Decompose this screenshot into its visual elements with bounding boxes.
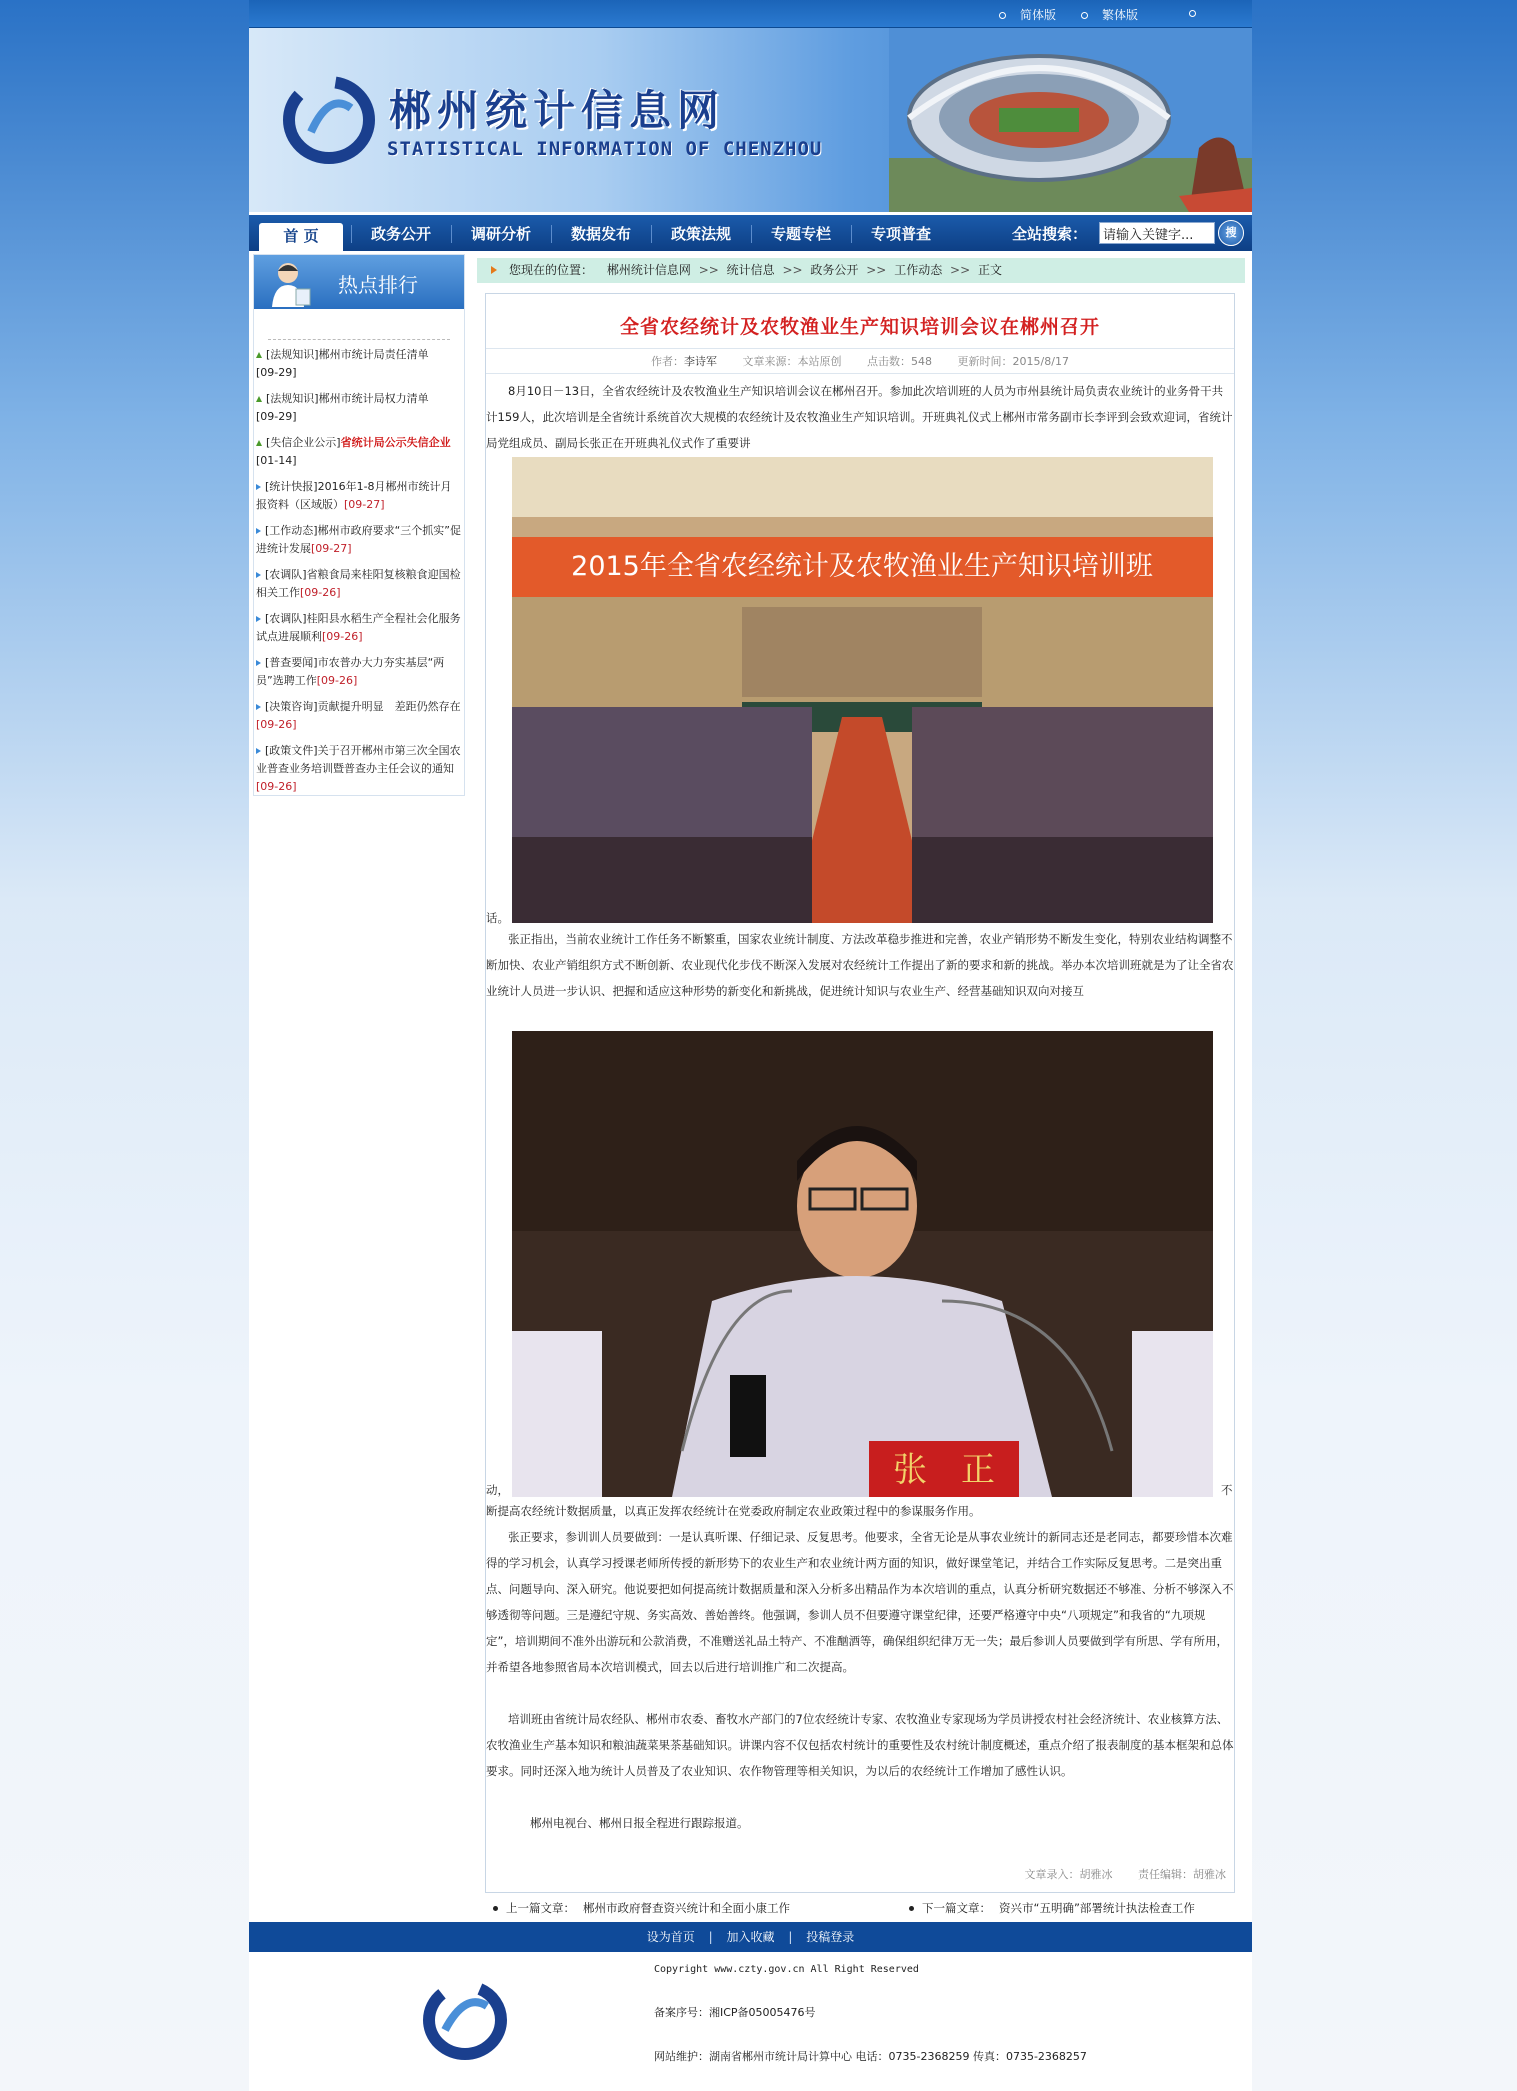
site-banner (249, 28, 1252, 212)
hot-item[interactable]: [失信企业公示]省统计局公示失信企业[01-14] (256, 436, 451, 467)
breadcrumb-link[interactable]: 政务公开 (810, 263, 859, 277)
search-label: 全站搜索： (1012, 225, 1088, 243)
article-text-tail: 话。 (486, 911, 509, 925)
up-arrow-icon (256, 440, 262, 446)
breadcrumb-link[interactable]: 郴州统计信息网 (606, 263, 691, 277)
hot-ranking-header (254, 255, 464, 309)
add-favorite-link[interactable]: 加入收藏 (726, 1930, 775, 1944)
breadcrumb-link[interactable]: 工作动态 (894, 263, 943, 277)
triangle-bullet-icon (256, 572, 261, 578)
nav-gov-affairs[interactable]: 政务公开 (370, 225, 431, 243)
next-article-link[interactable]: 下一篇文章： 资兴市“五明确”部署统计执法检查工作 (909, 1900, 1195, 1916)
search-input[interactable] (1099, 222, 1215, 244)
hot-ranking-panel (253, 254, 465, 796)
hot-item[interactable]: [决策咨询]贡献提升明显 差距仍然存在[09-26] (256, 700, 461, 731)
nav-census[interactable]: 专项普查 (870, 225, 931, 243)
article-entered-by: 胡雅冰 (1079, 1868, 1113, 1881)
triangle-bullet-icon (256, 660, 261, 666)
nav-research[interactable]: 调研分析 (470, 225, 531, 243)
lang-simplified-link[interactable]: 简体版 (999, 6, 1056, 23)
breadcrumb-current: 正文 (977, 263, 1002, 277)
site-subtitle: STATISTICAL INFORMATION OF CHENZHOU (387, 138, 823, 160)
hot-item[interactable]: [农调队]桂阳县水稻生产全程社会化服务试点进展顺利[09-26] (256, 612, 461, 643)
up-arrow-icon (256, 396, 262, 402)
hot-item[interactable]: [统计快报]2016年1-8月郴州市统计月报资料（区域版）[09-27] (256, 480, 452, 511)
page (249, 0, 1252, 2091)
search-button[interactable]: 搜 (1218, 220, 1244, 246)
divider (268, 339, 450, 340)
article-editor: 胡雅冰 (1193, 1868, 1226, 1881)
site-title: 郴州统计信息网 (389, 86, 726, 135)
triangle-bullet-icon (256, 528, 261, 534)
article-footer: 文章录入：胡雅冰 责任编辑：胡雅冰 (1024, 1868, 1226, 1881)
icp-record: 备案序号：湘ICP备05005476号 (654, 2006, 816, 2019)
speaker-photo (512, 1031, 1213, 1497)
set-homepage-link[interactable]: 设为首页 (646, 1930, 695, 1944)
site-logo-icon (281, 72, 377, 168)
article-text-tail: 动， (486, 1483, 509, 1497)
article-meta: 作者：李诗军 文章来源：本站原创 点击数：548 更新时间：2015/8/17 (486, 348, 1234, 374)
prev-article-link[interactable]: 上一篇文章： 郴州市政府督查资兴统计和全面小康工作 (493, 1900, 790, 1916)
article-paragraph: 张正要求，参训训人员要做到：一是认真听课、仔细记录、反复思考。他要求，全省无论是从事农业统计的新同志还是老同志，都要珍惜本次难得的学习机会，认真学习授课老师所传授的新形势下的农业生产和农业统计两方面的知识，做好课堂笔记，并结合工作实际反复思考。二是突出重点、问题导向、深入研究。他说要把如何提高统计数据质量和深入分析多出精品作为本次培训的重点，认真分析研究数据还不够准、分析不够深入不够透彻等问题。三是遵纪守规、务实高效、善始善终。他强调，参训人员不但要遵守课堂纪律，还要严格遵守中央“八项规定”和我省的“九项规定”，培训期间不准外出游玩和公款消费，不准赠送礼品土特产、不准酗酒等，确保组织纪律万无一失；最后参训人员要做到学有所思、学有所用，并希望各地参照省局本次培训模式，回去以后进行培训推广和二次提高。 (486, 1530, 1234, 1674)
stadium-image (889, 28, 1252, 212)
maintainer-contact: 网站维护：湖南省郴州市统计局计算中心 电话：0735-2368259 传真：0735-2368257 (654, 2050, 1087, 2063)
footer-logo-icon (419, 1972, 511, 2064)
nav-divider (851, 225, 852, 243)
article-updated: 2015/8/17 (1012, 355, 1069, 368)
breadcrumb: 您现在的位置： 郴州统计信息网 >> 统计信息 >> 政务公开 >> 工作动态 >> 正文 (477, 258, 1245, 283)
article-paragraph: 培训班由省统计局农经队、郴州市农委、畜牧水产部门的7位农经统计专家、农牧渔业专家现场为学员讲授农村社会经济统计、农业核算方法、农牧渔业生产基本知识和粮油蔬菜果茶基础知识。讲课内容不仅包括农村统计的重要性及农村统计制度概述，重点介绍了报表制度的基本框架和总体要求。同时还深入地为统计人员普及了农业知识、农作物管理等相关知识，为以后的农经统计工作增加了感性认识。 (486, 1712, 1234, 1778)
nav-divider (551, 225, 552, 243)
triangle-bullet-icon (256, 484, 261, 490)
svg-text:张 正: 张 正 (893, 1450, 995, 1490)
nav-policy[interactable]: 政策法规 (670, 225, 731, 243)
hot-ranking-title: 热点排行 (338, 273, 418, 297)
arrow-icon (491, 266, 497, 274)
triangle-bullet-icon (256, 616, 261, 622)
article-paragraph: 8月10日－13日，全省农经统计及农牧渔业生产知识培训会议在郴州召开。参加此次培训班的人员为市州县统计局负责农业统计的业务骨干共计159人，此次培训是全省统计系统首次大规模的农经统计及农牧渔业生产知识培训。开班典礼仪式上郴州市常务副市长李评到会致欢迎词，省统计局党组成员、副局长张正在开班典礼仪式作了重要讲 (486, 384, 1233, 450)
article-clicks: 548 (911, 355, 933, 368)
svg-text:2015年全省农经统计及农牧渔业生产知识培训班: 2015年全省农经统计及农牧渔业生产知识培训班 (571, 551, 1153, 582)
footer (249, 1952, 1252, 2074)
article-source: 本站原创 (797, 355, 842, 368)
hot-item[interactable]: [政策文件]关于召开郴州市第三次全国农业普查业务培训暨普查办主任会议的通知[09-26] (256, 744, 461, 793)
article-text-tail: 不 (1221, 1483, 1233, 1497)
article-author: 李诗军 (684, 355, 718, 368)
top-bar (249, 0, 1252, 28)
footer-links-bar: 设为首页 | 加入收藏 | 投稿登录 (249, 1922, 1252, 1952)
radio-dot-icon (999, 12, 1006, 19)
training-meeting-photo (512, 457, 1213, 923)
hot-item[interactable]: [法规知识]郴州市统计局权力清单 [09-29] (256, 392, 429, 423)
article-paragraph: 张正指出，当前农业统计工作任务不断繁重，国家农业统计制度、方法改革稳步推进和完善，农业产销形势不断发生变化，特别农业结构调整不断加快、农业产销组织方式不断创新、农业现代化步伐不断深入发展对农经统计工作提出了新的要求和新的挑战。举办本次培训班就是为了让全省农业统计人员进一步认识、把握和适应这种形势的新变化和新挑战，促进统计知识与农业生产、经营基础知识双向对接互 (486, 932, 1234, 998)
bullet-icon (909, 1906, 914, 1911)
lang-traditional-link[interactable]: 繁体版 (1081, 6, 1138, 23)
up-arrow-icon (256, 352, 262, 358)
article-paragraph: 郴州电视台、郴州日报全程进行跟踪报道。 (530, 1816, 749, 1830)
submit-login-link[interactable]: 投稿登录 (806, 1930, 855, 1944)
prev-next-nav (491, 1900, 1251, 1920)
nav-divider (351, 225, 352, 243)
main-nav (249, 215, 1252, 251)
radio-dot-icon (1081, 12, 1088, 19)
hot-item[interactable]: [普查要闻]市农普办大力夯实基层“两员”选聘工作[09-26] (256, 656, 445, 687)
nav-special-topics[interactable]: 专题专栏 (770, 225, 831, 243)
article-title: 全省农经统计及农牧渔业生产知识培训会议在郴州召开 (619, 316, 1100, 338)
nav-home[interactable]: 首 页 (259, 223, 343, 251)
hot-item[interactable]: [农调队]省粮食局来桂阳复核粮食迎国检相关工作[09-26] (256, 568, 461, 599)
lang-dot-icon (1189, 6, 1210, 20)
copyright: Copyright www.czty.gov.cn All Right Reserved (654, 1964, 919, 1975)
hot-item[interactable]: [法规知识]郴州市统计局责任清单 [09-29] (256, 348, 429, 379)
bullet-icon (493, 1906, 498, 1911)
breadcrumb-link[interactable]: 统计信息 (726, 263, 775, 277)
nav-divider (451, 225, 452, 243)
triangle-bullet-icon (256, 748, 261, 754)
triangle-bullet-icon (256, 704, 261, 710)
nav-data-release[interactable]: 数据发布 (570, 225, 631, 243)
article-paragraph: 断提高农经统计数据质量，以真正发挥农经统计在党委政府制定农业政策过程中的参谋服务作用。 (486, 1504, 981, 1518)
hot-item[interactable]: [工作动态]郴州市政府要求“三个抓实”促进统计发展[09-27] (256, 524, 461, 555)
nav-divider (751, 225, 752, 243)
article (485, 293, 1235, 1893)
staff-avatar-icon (268, 259, 312, 307)
hot-ranking-list (256, 339, 462, 804)
nav-divider (651, 225, 652, 243)
